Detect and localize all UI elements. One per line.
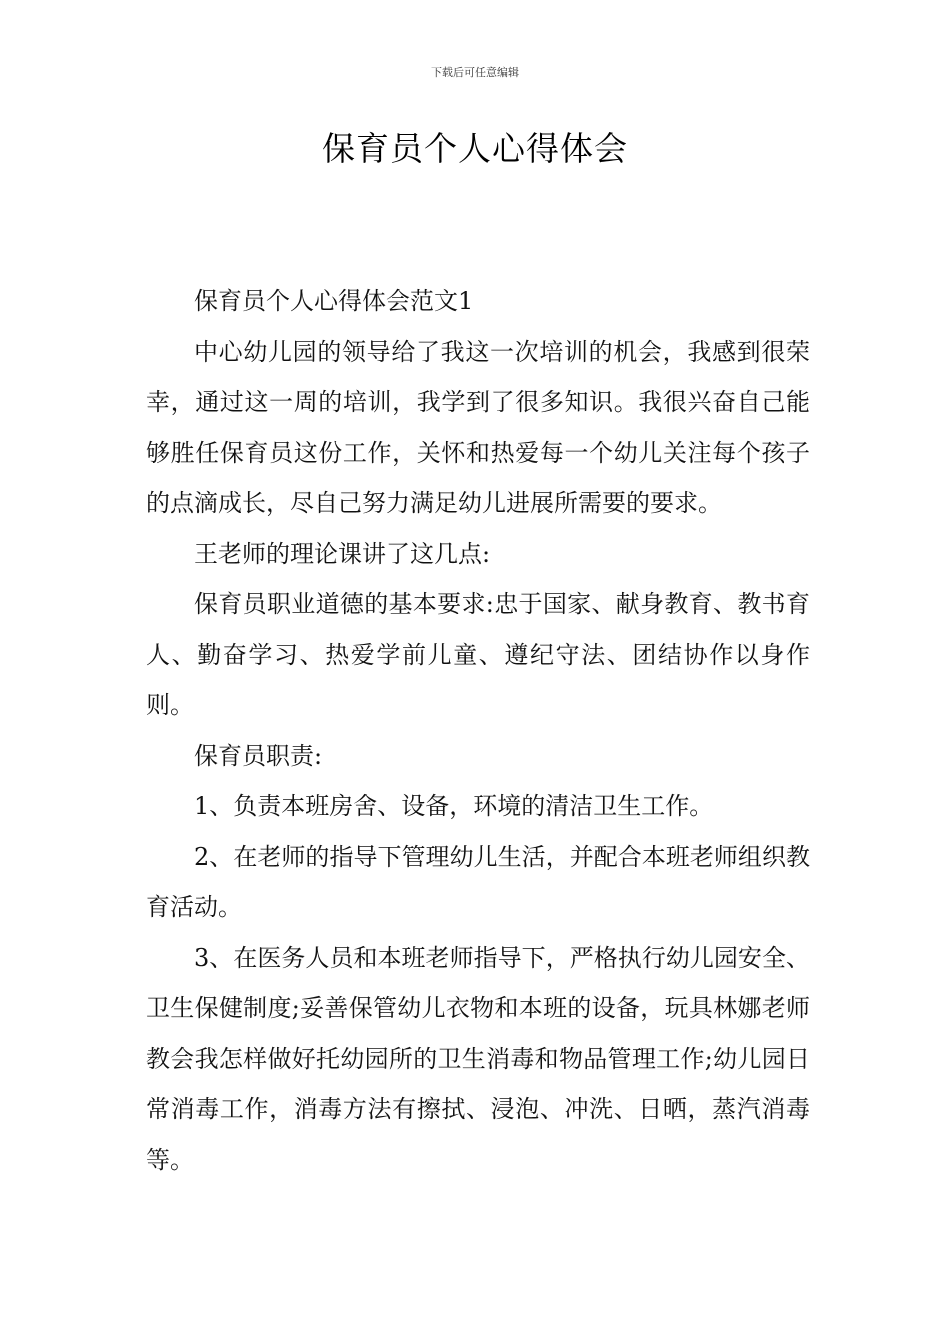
paragraph: 保育员职业道德的基本要求:忠于国家、献身教育、教书育人、勤奋学习、热爱学前儿童、遵纪守法、团结协作以身作则。 [146, 590, 810, 719]
list-item: 3、在医务人员和本班老师指导下，严格执行幼儿园安全、卫生保健制度;妥善保管幼儿衣物和本班的设备，玩具林娜老师教会我怎样做好托幼园所的卫生消毒和物品管理工作;幼儿园日常消毒工作，消毒方法有擦拭、浸泡、冲洗、日晒，蒸汽消毒等。 [146, 943, 810, 1174]
page-header-note: 下载后可任意编辑 [431, 66, 519, 79]
paragraph: 中心幼儿园的领导给了我这一次培训的机会，我感到很荣幸，通过这一周的培训，我学到了很多知识。我很兴奋自己能够胜任保育员这份工作，关怀和热爱每一个幼儿关注每个孩子的点滴成长，尽自己努力满足幼儿进展所需要的要求。 [146, 337, 810, 517]
document-body [146, 276, 810, 1185]
list-item: 2、在老师的指导下管理幼儿生活，并配合本班老师组织教育活动。 [146, 842, 810, 921]
document-title: 保育员个人心得体会 [322, 129, 628, 168]
section-heading: 保育员个人心得体会范文1 [194, 287, 474, 315]
paragraph: 王老师的理论课讲了这几点: [194, 539, 491, 568]
list-item: 1、负责本班房舍、设备，环境的清洁卫生工作。 [194, 792, 714, 820]
paragraph: 保育员职责: [194, 741, 323, 770]
